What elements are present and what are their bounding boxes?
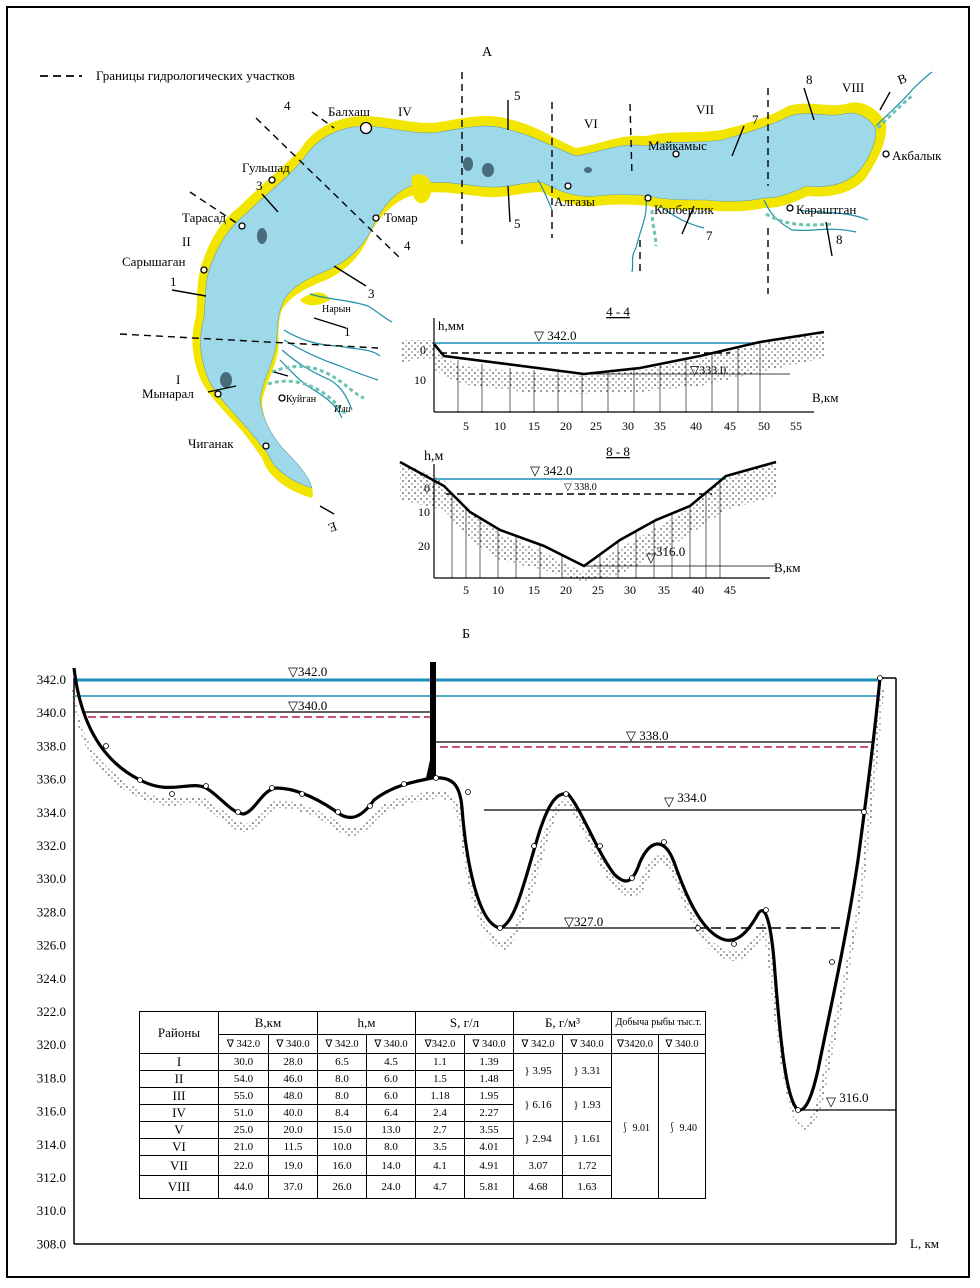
profile-y-ticks: [37, 672, 66, 1251]
th-h: h,м: [318, 1012, 416, 1035]
profile-y-tick: 340.0: [36, 705, 66, 721]
lake-map: [193, 102, 887, 498]
profile-y-tick: 310.0: [36, 1203, 66, 1219]
cell: 37.0: [269, 1176, 318, 1199]
section-num: 1: [170, 274, 177, 289]
island: [463, 157, 473, 171]
region-ii: II: [182, 234, 191, 249]
place-balkhash: Балхаш: [328, 104, 370, 119]
section-num: 8: [836, 232, 843, 247]
cell: 54.0: [219, 1071, 269, 1088]
profile-xlabel: L, км: [910, 1236, 939, 1251]
cell: 4.91: [465, 1156, 514, 1176]
section-num: 3: [368, 286, 375, 301]
cell-bio: 4.68: [514, 1176, 563, 1199]
cell-bio: } 1.93: [563, 1088, 612, 1122]
section-num: В: [895, 70, 909, 88]
cross-8-8-xlabel: В,км: [774, 560, 801, 575]
cross-8-8-lvl-338: ▽ 338.0: [564, 482, 597, 493]
cell-bio: } 3.95: [514, 1054, 563, 1088]
table-row: [140, 1054, 706, 1071]
cell-bio: 3.07: [514, 1156, 563, 1176]
cell: 22.0: [219, 1156, 269, 1176]
cross-4-4-xtick: 15: [528, 419, 540, 433]
cell-bio: } 2.94: [514, 1122, 563, 1156]
place-kopberlik: Копберлик: [654, 202, 714, 217]
cell-catch: ⎰ 9.40: [659, 1054, 706, 1199]
cell: 1.5: [416, 1071, 465, 1088]
cross-4-4-xtick: 5: [463, 419, 469, 433]
th-sub: ∇ 342.0: [219, 1035, 269, 1054]
island: [220, 372, 232, 388]
profile-y-tick: 312.0: [36, 1170, 66, 1185]
cell: 15.0: [318, 1122, 367, 1139]
cross-section-8-8: [400, 444, 800, 597]
cell-region: VII: [140, 1156, 219, 1176]
cross-8-8-xtick: 25: [592, 583, 604, 597]
cross-8-8-title: 8 - 8: [606, 444, 630, 459]
cross-4-4-xtick: 35: [654, 419, 666, 433]
th-b: В,км: [219, 1012, 318, 1035]
section-num: 7: [706, 228, 713, 243]
th-region: Районы: [140, 1012, 219, 1054]
cross-4-4-xtick: 10: [494, 419, 506, 433]
region-iv: IV: [398, 104, 412, 119]
section-b-label: Б: [461, 627, 471, 642]
cell: 6.0: [367, 1071, 416, 1088]
profile-lvl-334: ▽ 334.0: [664, 790, 707, 809]
cell: 8.4: [318, 1105, 367, 1122]
cell: 46.0: [269, 1071, 318, 1088]
cell: 55.0: [219, 1088, 269, 1105]
section-num: 1: [344, 324, 351, 339]
cell-region: I: [140, 1054, 219, 1071]
cell: 16.0: [318, 1156, 367, 1176]
cell-bio: } 6.16: [514, 1088, 563, 1122]
cross-4-4-xlabel: В,км: [812, 390, 839, 405]
cell: 2.27: [465, 1105, 514, 1122]
section-a-label: А: [481, 45, 493, 60]
profile-y-tick: 314.0: [36, 1136, 66, 1152]
cell-bio: 1.63: [563, 1176, 612, 1199]
island: [584, 167, 592, 173]
profile-y-tick: 342.0: [36, 672, 66, 687]
cell: 8.0: [318, 1088, 367, 1105]
cell: 3.5: [416, 1139, 465, 1156]
th-sub: ∇ 340.0: [367, 1035, 416, 1054]
cross-8-8-xtick: 10: [492, 583, 504, 597]
cell: 8.0: [367, 1139, 416, 1156]
cell: 51.0: [219, 1105, 269, 1122]
cell: 2.4: [416, 1105, 465, 1122]
profile-y-tick: 320.0: [36, 1037, 66, 1053]
cross-8-8-xtick: 45: [724, 583, 736, 597]
cell: 6.0: [367, 1088, 416, 1105]
place-algazy: Алгазы: [554, 194, 595, 209]
cell-region: II: [140, 1071, 219, 1088]
cross-4-4-xtick: 25: [590, 419, 602, 433]
th-sub: ∇ 342.0: [318, 1035, 367, 1054]
profile-y-tick: 316.0: [36, 1103, 66, 1119]
cell-bio: } 3.31: [563, 1054, 612, 1088]
region-vii: VII: [696, 102, 715, 117]
place-chiganak: Чиганак: [188, 436, 234, 451]
place-ili: Или: [334, 404, 351, 415]
cross-4-4-ylabel: h,мм: [438, 318, 465, 333]
cell-region: III: [140, 1088, 219, 1105]
cell: 26.0: [318, 1176, 367, 1199]
place-mynaral: Мынарал: [142, 386, 194, 401]
cross-4-4-title: 4 - 4: [606, 304, 630, 319]
cell: 5.81: [465, 1176, 514, 1199]
section-num: Е: [326, 518, 339, 536]
section-num: 7: [752, 112, 759, 127]
profile-lvl-338: ▽ 338.0: [626, 728, 669, 743]
profile-y-tick: 326.0: [36, 937, 66, 953]
th-s: S, г/л: [416, 1012, 514, 1035]
cross-8-8-ylabel: h,м: [424, 449, 444, 464]
profile-y-tick: 308.0: [36, 1236, 66, 1252]
cross-8-8-xtick: 30: [624, 583, 636, 597]
cross-4-4-xtick: 55: [790, 419, 802, 433]
place-tarasad: Тарасад: [182, 210, 226, 225]
place-naryn: Нарын: [322, 304, 351, 315]
th-sub: ∇3420.0: [612, 1035, 659, 1054]
section-num: 3: [256, 178, 263, 193]
cell-region: VIII: [140, 1176, 219, 1199]
place-kuigan: Куйган: [286, 394, 317, 405]
island: [482, 163, 494, 177]
cell: 2.7: [416, 1122, 465, 1139]
sediment-dots: [402, 340, 434, 362]
cross-8-8-xtick: 15: [528, 583, 540, 597]
profile-y-tick: 322.0: [36, 1004, 66, 1019]
cell: 25.0: [219, 1122, 269, 1139]
profile-y-tick: 336.0: [36, 771, 66, 787]
cross-8-8-xtick: 40: [692, 583, 704, 597]
cell: 24.0: [367, 1176, 416, 1199]
cell: 4.1: [416, 1156, 465, 1176]
cell: 4.01: [465, 1139, 514, 1156]
cell: 4.5: [367, 1054, 416, 1071]
place-akbalyk: Акбалык: [892, 148, 942, 163]
cell: 21.0: [219, 1139, 269, 1156]
cell: 6.4: [367, 1105, 416, 1122]
profile-lvl-342: ▽342.0: [288, 664, 328, 679]
th-catch: Добыча рыбы тыс.т.: [612, 1012, 706, 1035]
th-sub: ∇ 340.0: [563, 1035, 612, 1054]
cross-4-4-xtick: 30: [622, 419, 634, 433]
cell: 6.5: [318, 1054, 367, 1071]
cell: 44.0: [219, 1176, 269, 1199]
cell: 14.0: [367, 1156, 416, 1176]
cell: 48.0: [269, 1088, 318, 1105]
profile-lvl-316: ▽ 316.0: [826, 1090, 869, 1109]
regions-table: [139, 1011, 706, 1199]
cell-region: IV: [140, 1105, 219, 1122]
th-bio: Б, г/м³: [514, 1012, 612, 1035]
cell: 28.0: [269, 1054, 318, 1071]
cross-8-8-lvl-342: ▽ 342.0: [530, 463, 573, 478]
place-gulshad: Гульшад: [242, 160, 290, 175]
region-vi: VI: [584, 116, 598, 131]
cross-4-4-lvl-342: ▽ 342.0: [534, 328, 577, 343]
cell: 1.95: [465, 1088, 514, 1105]
cell: 8.0: [318, 1071, 367, 1088]
cell: 13.0: [367, 1122, 416, 1139]
cell-catch: ⎰ 9.01: [612, 1054, 659, 1199]
cross-4-4-xtick: 45: [724, 419, 736, 433]
profile-y-tick: 318.0: [36, 1070, 66, 1086]
island: [257, 228, 267, 244]
cell: 1.48: [465, 1071, 514, 1088]
cell: 4.7: [416, 1176, 465, 1199]
place-karashtgan: Караштган: [796, 202, 857, 217]
cross-4-4-xtick: 40: [690, 419, 702, 433]
cell-region: V: [140, 1122, 219, 1139]
cell: 1.1: [416, 1054, 465, 1071]
profile-y-tick: 328.0: [36, 904, 66, 920]
cross-4-4-lvl-333: ▽333.0: [690, 363, 727, 377]
cell: 20.0: [269, 1122, 318, 1139]
cross-4-4-ytick: 0: [420, 343, 426, 357]
cross-8-8-lvl-316: ▽316.0: [646, 544, 686, 565]
profile-y-tick: 338.0: [36, 738, 66, 754]
th-sub: ∇ 340.0: [659, 1035, 706, 1054]
cell-bio: 1.72: [563, 1156, 612, 1176]
section-num: 4: [404, 238, 411, 253]
profile-lvl-340: ▽340.0: [288, 698, 328, 713]
cell: 19.0: [269, 1156, 318, 1176]
profile-y-tick: 330.0: [36, 871, 66, 887]
cell-bio: } 1.61: [563, 1122, 612, 1156]
place-saryshagan: Сарышаган: [122, 254, 186, 269]
profile-y-tick: 332.0: [36, 838, 66, 853]
cell: 3.55: [465, 1122, 514, 1139]
cross-4-4-ytick: 10: [414, 373, 426, 387]
cell: 1.39: [465, 1054, 514, 1071]
section-num: 5: [514, 88, 521, 103]
cell: 40.0: [269, 1105, 318, 1122]
legend-text: Границы гидрологических участков: [96, 68, 295, 83]
section-num: 5: [514, 216, 521, 231]
place-maikamys: Майкамыс: [648, 138, 707, 153]
th-sub: ∇342.0: [416, 1035, 465, 1054]
cross-4-4-xtick: 50: [758, 419, 770, 433]
section-num: 8: [806, 72, 813, 87]
cross-8-8-xtick: 35: [658, 583, 670, 597]
profile-lvl-327: ▽327.0: [564, 914, 604, 929]
cross-8-8-ytick: 0: [424, 481, 430, 495]
cell-region: VI: [140, 1139, 219, 1156]
settlement-balkhash: [361, 123, 372, 134]
cell: 10.0: [318, 1139, 367, 1156]
section-num: 4: [284, 98, 291, 113]
cell: 1.18: [416, 1088, 465, 1105]
place-tomar: Томар: [384, 210, 418, 225]
profile-y-tick: 334.0: [36, 804, 66, 820]
cross-8-8-xtick: 5: [463, 583, 469, 597]
th-sub: ∇ 340.0: [465, 1035, 514, 1054]
profile-y-tick: 324.0: [36, 970, 66, 986]
region-i: I: [176, 372, 181, 387]
cross-4-4-xtick: 20: [560, 419, 572, 433]
region-viii: VIII: [842, 80, 865, 95]
cell: 11.5: [269, 1139, 318, 1156]
cross-section-4-4: [402, 304, 838, 433]
cell: 30.0: [219, 1054, 269, 1071]
cross-8-8-ytick: 20: [418, 539, 430, 553]
cross-8-8-ytick: 10: [418, 505, 430, 519]
th-sub: ∇ 340.0: [269, 1035, 318, 1054]
cross-8-8-xtick: 20: [560, 583, 572, 597]
th-sub: ∇ 342.0: [514, 1035, 563, 1054]
